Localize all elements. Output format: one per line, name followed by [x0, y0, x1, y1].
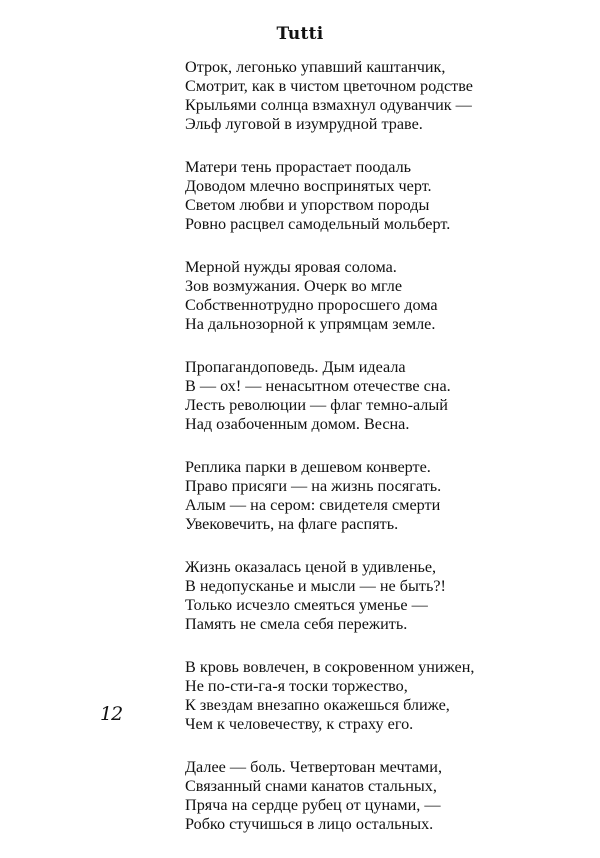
poem-line: Над озабоченным домом. Весна. [185, 415, 410, 433]
poem-line: В недопусканье и мысли — не быть?! [185, 577, 446, 595]
poem-line: Алым — на сером: свидетеля смерти [185, 496, 441, 514]
poem-line: Пряча на сердце рубец от цунами, — [185, 796, 441, 814]
poem-line: Смотрит, как в чистом цветочном родстве [185, 77, 473, 95]
poem-line: Далее — боль. Четвертован мечтами, [185, 758, 443, 776]
poem-line: Собственнотрудно проросшего дома [185, 296, 438, 314]
poem-line: В — ох! — ненасытном отечестве сна. [185, 377, 451, 395]
poem-title: Tutti [276, 24, 324, 44]
poem-line: Не по-сти-га-я тоски торжество, [185, 677, 408, 695]
poem-line: На дальнозорной к упрямцам земле. [185, 315, 436, 333]
poem-line: Робко стучишься в лицо остальных. [185, 815, 434, 833]
poem-line: К звездам внезапно окажешься ближе, [185, 696, 450, 714]
poem-line: Отрок, легонько упавший каштанчик, [185, 58, 446, 76]
stanza [185, 58, 585, 134]
poem-line: Крыльями солнца взмахнул одуванчик — [185, 96, 472, 114]
poem-line: Светом любви и упорством породы [185, 196, 430, 214]
stanza [185, 558, 585, 634]
poem-line: Мерной нужды яровая солома. [185, 258, 397, 276]
poem-line: Увековечить, на флаге распять. [185, 515, 399, 533]
poem-body [185, 58, 585, 858]
poem-line: Жизнь оказалась ценой в удивленье, [185, 558, 437, 576]
stanza [185, 658, 585, 734]
stanza [185, 258, 585, 334]
poem-line: Реплика парки в дешевом конверте. [185, 458, 431, 476]
stanza [185, 158, 585, 234]
poem-line: Пропагандоповедь. Дым идеала [185, 358, 406, 376]
page-number: 12 [100, 703, 123, 725]
stanza [185, 458, 585, 534]
stanza [185, 758, 585, 834]
poem-line: Доводом млечно воспринятых черт. [185, 177, 432, 195]
poem-line: Память не смела себя пережить. [185, 615, 408, 633]
poem-line: Лесть революции — флаг темно-алый [185, 396, 448, 414]
poem-line: Связанный снами канатов стальных, [185, 777, 437, 795]
poem-line: В кровь вовлечен, в сокровенном унижен, [185, 658, 475, 676]
poem-line: Матери тень прорастает поодаль [185, 158, 412, 176]
poem-line: Только исчезло смеяться уменье — [185, 596, 428, 614]
poem-line: Зов возмужания. Очерк во мгле [185, 277, 403, 295]
poem-line: Ровно расцвел самодельный мольберт. [185, 215, 451, 233]
stanza [185, 358, 585, 434]
poem-line: Право присяги — на жизнь посягать. [185, 477, 442, 495]
poem-line: Эльф луговой в изумрудной траве. [185, 115, 423, 133]
poem-line: Чем к человечеству, к страху его. [185, 715, 414, 733]
